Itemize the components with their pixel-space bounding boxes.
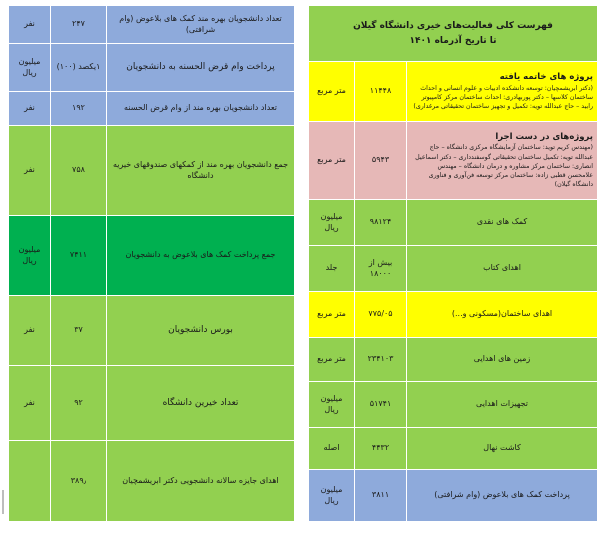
- table-row: [9, 44, 295, 92]
- row-description: پرداخت وام قرض الحسنه به دانشجویان: [107, 44, 295, 92]
- row-description: بورس دانشجویان: [107, 296, 295, 366]
- charity-activities-table: [308, 5, 597, 521]
- row-unit: میلیون ریال: [309, 470, 355, 522]
- row-value: ۲۳۴۱۰۳: [355, 338, 407, 382]
- row-unit: میلیون ریال: [9, 44, 51, 92]
- row-unit: متر مربع: [309, 62, 355, 122]
- row-description: جمع پرداخت کمک های بلاعوض به دانشجویان: [107, 216, 295, 296]
- row-unit: جلد: [309, 246, 355, 292]
- title-line-1: فهرست کلی فعالیت‌های خیری دانشگاه گیلان: [353, 21, 553, 32]
- row-value: ۳۸۹٫: [51, 441, 107, 522]
- row-description: [407, 122, 598, 200]
- table-row: [309, 122, 598, 200]
- page-title: [309, 6, 598, 62]
- row-description: پرداخت کمک های بلاعوض (وام شرافتی): [407, 470, 598, 522]
- table-row: [309, 338, 598, 382]
- row-description: کمک های نقدی: [407, 200, 598, 246]
- row-value: ۵۱۷۴۱: [355, 382, 407, 428]
- row-value: ۲۴۷: [51, 6, 107, 44]
- row-unit: نفر: [9, 92, 51, 126]
- row-unit: [9, 441, 51, 522]
- student-aid-table: [8, 5, 294, 521]
- row-value: ۱۱۴۴۸: [355, 62, 407, 122]
- table-row: [309, 200, 598, 246]
- table-row: [309, 246, 598, 292]
- row-unit: نفر: [9, 366, 51, 441]
- table-row: [9, 6, 295, 44]
- row-value: ۳۸۱۱: [355, 470, 407, 522]
- row-unit: میلیون ریال: [309, 382, 355, 428]
- row-description: کاشت نهال: [407, 428, 598, 470]
- row-description: [407, 62, 598, 122]
- row-unit: میلیون ریال: [9, 216, 51, 296]
- title-row: [309, 6, 598, 62]
- project-details: (مهندس کریم توید: ساختمان آزمایشگاه مرکزی دانشگاه – حاج عبدالله تویه: تکمیل ساختمان تحقیقاتی گوسفندداری – دکتر اسماعیل انصاری: ساختمان مرکز مشاوره و درمان دانشگاه – مهندس علامحسن قطبی زاده: ساختمان مرکز توسعه فن‌آوری و فناوری دانشگاه گیلان): [415, 144, 594, 188]
- row-unit: متر مربع: [309, 338, 355, 382]
- project-title: پروژه‌های در دست اجرا: [495, 131, 594, 142]
- table-row: [309, 470, 598, 522]
- project-details: (دکتر ابریشمچیان: توسعه دانشکده ادبیات و علوم انسانی و احداث ساختمان کلاسها – دکتر پوربهادری: احداث ساختمان مرکز کامپیوتر رابید – حاج عبدالله تویه: تکمیل و تجهیز ساختمان تحقیقاتی مرغداری): [413, 84, 594, 110]
- row-value: ۴۴۳۲: [355, 428, 407, 470]
- table-row: [9, 441, 295, 522]
- row-value: ۳۷: [51, 296, 107, 366]
- row-value: ۹۲: [51, 366, 107, 441]
- row-value: ۵۹۴۳: [355, 122, 407, 200]
- row-description: تجهیزات اهدایی: [407, 382, 598, 428]
- row-value: ۷۷۵/۰۵: [355, 292, 407, 338]
- row-value: ۷۵۸: [51, 126, 107, 216]
- row-description: تعداد دانشجویان بهره مند کمک های بلاعوض (وام شرافتی): [107, 6, 295, 44]
- row-unit: نفر: [9, 126, 51, 216]
- row-value: ۹۸۱۲۴: [355, 200, 407, 246]
- table-row: [309, 62, 598, 122]
- row-value: ۱۹۲: [51, 92, 107, 126]
- table-row: [9, 296, 295, 366]
- row-unit: اصله: [309, 428, 355, 470]
- row-unit: نفر: [9, 6, 51, 44]
- row-description: زمین های اهدایی: [407, 338, 598, 382]
- row-unit: نفر: [9, 296, 51, 366]
- table-row: [9, 92, 295, 126]
- table-row: [9, 366, 295, 441]
- table-row: [309, 382, 598, 428]
- row-unit: متر مربع: [309, 292, 355, 338]
- row-value: ۷۴۱۱: [51, 216, 107, 296]
- table-row: [9, 216, 295, 296]
- row-description: اهدای کتاب: [407, 246, 598, 292]
- row-unit: متر مربع: [309, 122, 355, 200]
- row-description: اهدای جایزه سالانه دانشجویی دکتر ابریشمچیان: [107, 441, 295, 522]
- row-unit: میلیون ریال: [309, 200, 355, 246]
- title-line-2: تا تاریخ آذرماه ۱۴۰۱: [409, 35, 497, 46]
- project-title: پروژه های خاتمه یافته: [499, 72, 594, 83]
- row-description: تعداد خیرین دانشگاه: [107, 366, 295, 441]
- row-description: تعداد دانشجویان بهره مند از وام قرض الحسنه: [107, 92, 295, 126]
- row-description: جمع دانشجویان بهره مند از کمکهای صندوقهای خیریه دانشگاه: [107, 126, 295, 216]
- row-value: بیش از ۱۸۰۰۰: [355, 246, 407, 292]
- row-description: اهدای ساختمان(مسکونی و...): [407, 292, 598, 338]
- row-value: ۱یکصد (۱۰۰): [51, 44, 107, 92]
- table-row: [309, 428, 598, 470]
- table-row: [9, 126, 295, 216]
- scroll-marker: [2, 490, 4, 514]
- table-row: [309, 292, 598, 338]
